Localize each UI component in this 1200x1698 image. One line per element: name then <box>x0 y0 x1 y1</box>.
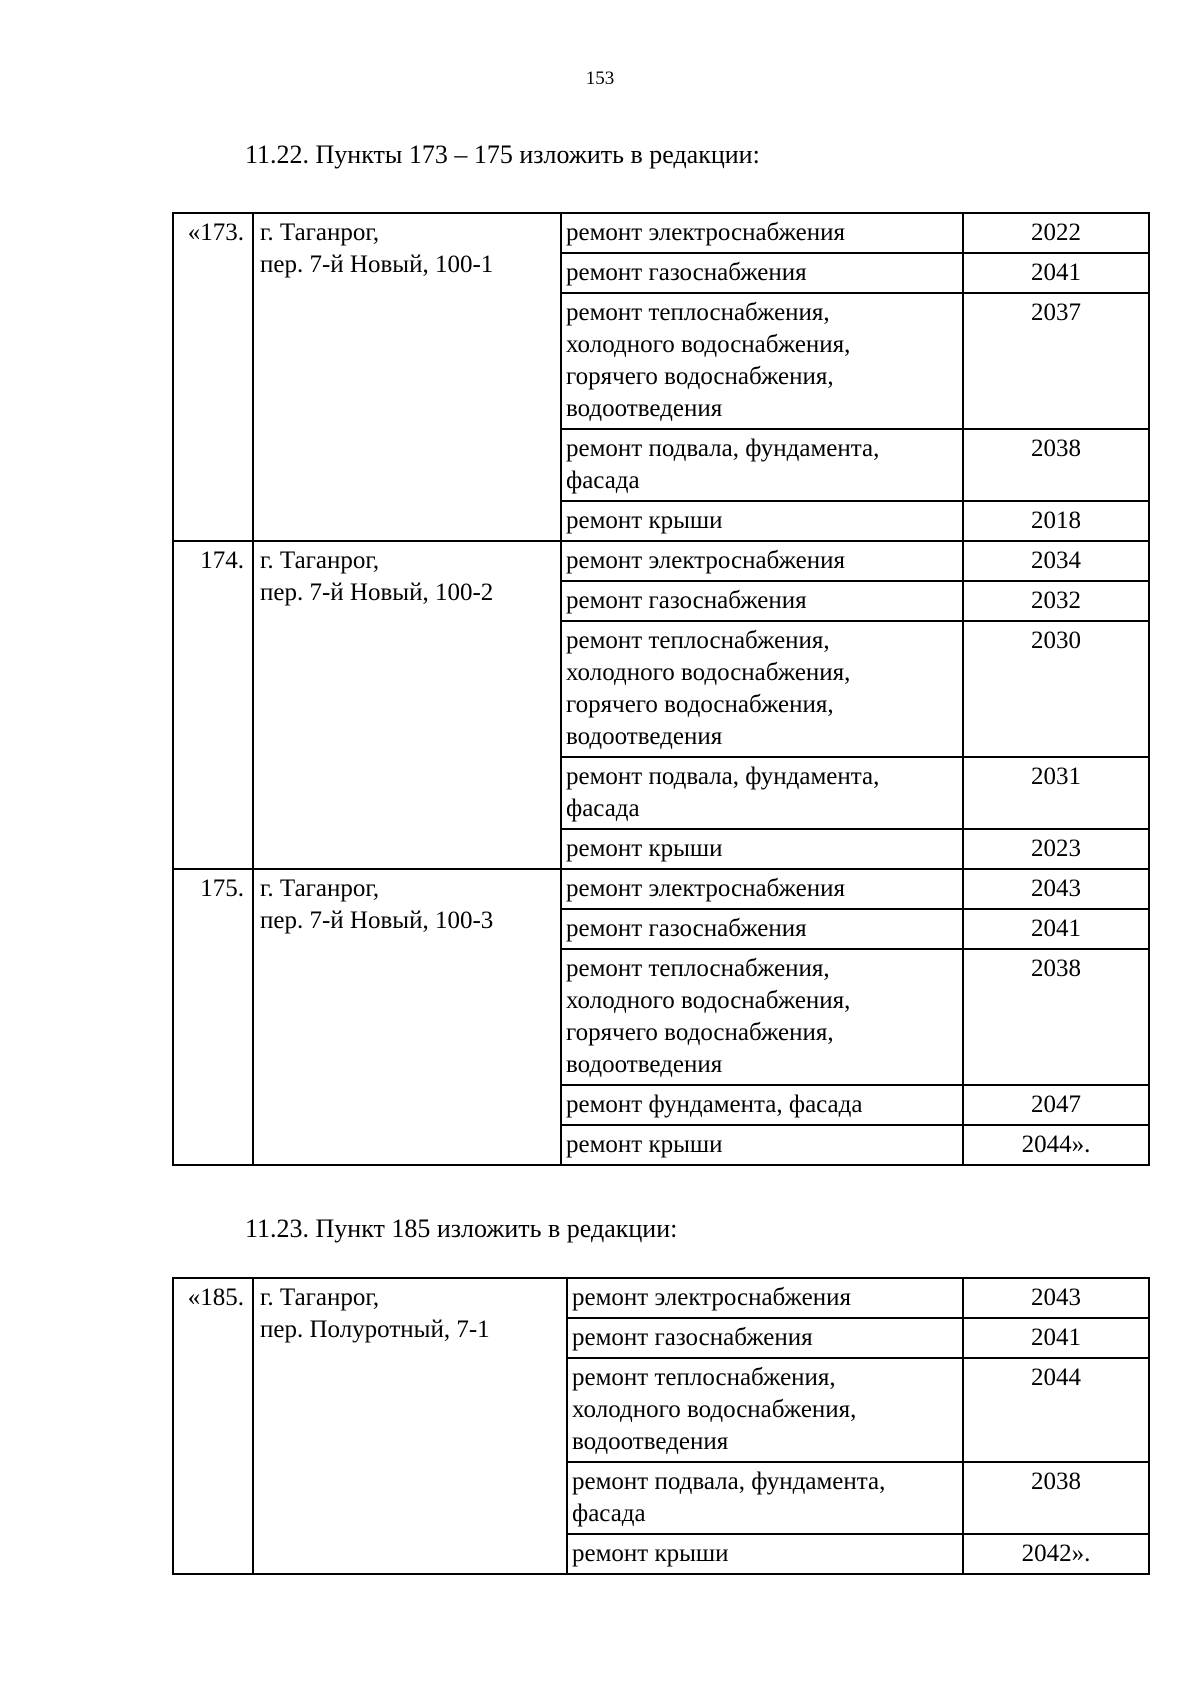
address-cell <box>253 1278 567 1574</box>
work-type-line: ремонт теплоснабжения, <box>566 299 830 326</box>
year-cell: 2043 <box>963 869 1149 909</box>
item-number: «173. <box>173 213 253 541</box>
year-cell: 2041 <box>963 1318 1149 1358</box>
repair-schedule-table-1 <box>172 212 1150 1166</box>
address-cell <box>253 541 561 869</box>
year-cell: 2031 <box>963 757 1149 829</box>
work-type-line: ремонт газоснабжения <box>572 1324 813 1351</box>
address-cell <box>253 213 561 541</box>
work-type-line: ремонт теплоснабжения, <box>572 1364 836 1391</box>
address-line: г. Таганрог, <box>260 219 380 246</box>
work-type-line: фасада <box>566 795 640 822</box>
work-type-cell <box>567 1318 963 1358</box>
year-cell: 2022 <box>963 213 1149 253</box>
year-cell: 2034 <box>963 541 1149 581</box>
year-cell: 2038 <box>963 949 1149 1085</box>
work-type-line: водоотведения <box>572 1428 729 1455</box>
work-type-cell <box>561 621 963 757</box>
work-type-line: ремонт газоснабжения <box>566 587 807 614</box>
year-cell: 2041 <box>963 909 1149 949</box>
work-type-cell <box>561 253 963 293</box>
work-type-cell <box>567 1278 963 1318</box>
work-type-line: ремонт электроснабжения <box>566 547 845 574</box>
section-heading-11-22: 11.22. Пункты 173 – 175 изложить в редакции: <box>245 140 760 169</box>
address-line: г. Таганрог, <box>260 875 380 902</box>
year-cell: 2047 <box>963 1085 1149 1125</box>
work-type-cell <box>567 1462 963 1534</box>
work-type-line: холодного водоснабжения, <box>566 659 851 686</box>
work-type-line: ремонт крыши <box>566 835 723 862</box>
work-type-line: ремонт подвала, фундамента, <box>566 435 880 462</box>
work-type-cell <box>561 869 963 909</box>
address-line: г. Таганрог, <box>260 1284 380 1311</box>
address-line: г. Таганрог, <box>260 547 380 574</box>
item-number: 174. <box>173 541 253 869</box>
work-type-cell <box>567 1534 963 1574</box>
address-line: пер. 7-й Новый, 100-1 <box>260 251 494 278</box>
work-type-line: холодного водоснабжения, <box>566 987 851 1014</box>
work-type-cell <box>561 757 963 829</box>
work-type-line: ремонт электроснабжения <box>566 875 845 902</box>
repair-schedule-table-2 <box>172 1277 1150 1575</box>
work-type-cell <box>561 949 963 1085</box>
work-type-line: горячего водоснабжения, <box>566 363 834 390</box>
work-type-cell <box>561 1125 963 1165</box>
item-number: 175. <box>173 869 253 1165</box>
work-type-line: фасада <box>566 467 640 494</box>
work-type-line: ремонт теплоснабжения, <box>566 955 830 982</box>
work-type-cell <box>561 293 963 429</box>
work-type-line: ремонт теплоснабжения, <box>566 627 830 654</box>
year-cell: 2038 <box>963 1462 1149 1534</box>
work-type-cell <box>561 1085 963 1125</box>
work-type-line: ремонт газоснабжения <box>566 259 807 286</box>
year-cell: 2043 <box>963 1278 1149 1318</box>
address-line: пер. Полуротный, 7-1 <box>260 1316 490 1343</box>
work-type-line: холодного водоснабжения, <box>572 1396 857 1423</box>
work-type-line: ремонт электроснабжения <box>572 1284 851 1311</box>
address-cell <box>253 869 561 1165</box>
table-row <box>173 869 1149 909</box>
work-type-line: ремонт крыши <box>572 1540 729 1567</box>
year-cell: 2042». <box>963 1534 1149 1574</box>
year-cell: 2032 <box>963 581 1149 621</box>
work-type-line: водоотведения <box>566 395 723 422</box>
table-row <box>173 1278 1149 1318</box>
work-type-line: ремонт газоснабжения <box>566 915 807 942</box>
work-type-line: фасада <box>572 1500 646 1527</box>
year-cell: 2023 <box>963 829 1149 869</box>
year-cell: 2018 <box>963 501 1149 541</box>
work-type-line: ремонт подвала, фундамента, <box>572 1468 886 1495</box>
work-type-line: ремонт крыши <box>566 507 723 534</box>
work-type-cell <box>567 1358 963 1462</box>
work-type-cell <box>561 541 963 581</box>
page-number: 153 <box>585 68 615 89</box>
work-type-line: горячего водоснабжения, <box>566 1019 834 1046</box>
work-type-line: ремонт электроснабжения <box>566 219 845 246</box>
year-cell: 2030 <box>963 621 1149 757</box>
work-type-line: ремонт крыши <box>566 1131 723 1158</box>
table-row <box>173 213 1149 253</box>
work-type-cell <box>561 429 963 501</box>
section-heading-11-23: 11.23. Пункт 185 изложить в редакции: <box>245 1214 678 1243</box>
year-cell: 2044 <box>963 1358 1149 1462</box>
work-type-line: ремонт фундамента, фасада <box>566 1091 863 1118</box>
address-line: пер. 7-й Новый, 100-3 <box>260 907 494 934</box>
table-row <box>173 541 1149 581</box>
address-line: пер. 7-й Новый, 100-2 <box>260 579 494 606</box>
work-type-line: водоотведения <box>566 723 723 750</box>
item-number: «185. <box>173 1278 253 1574</box>
work-type-cell <box>561 829 963 869</box>
work-type-cell <box>561 581 963 621</box>
work-type-line: водоотведения <box>566 1051 723 1078</box>
work-type-cell <box>561 213 963 253</box>
work-type-cell <box>561 909 963 949</box>
year-cell: 2041 <box>963 253 1149 293</box>
work-type-line: горячего водоснабжения, <box>566 691 834 718</box>
year-cell: 2044». <box>963 1125 1149 1165</box>
work-type-line: холодного водоснабжения, <box>566 331 851 358</box>
work-type-line: ремонт подвала, фундамента, <box>566 763 880 790</box>
year-cell: 2038 <box>963 429 1149 501</box>
year-cell: 2037 <box>963 293 1149 429</box>
work-type-cell <box>561 501 963 541</box>
